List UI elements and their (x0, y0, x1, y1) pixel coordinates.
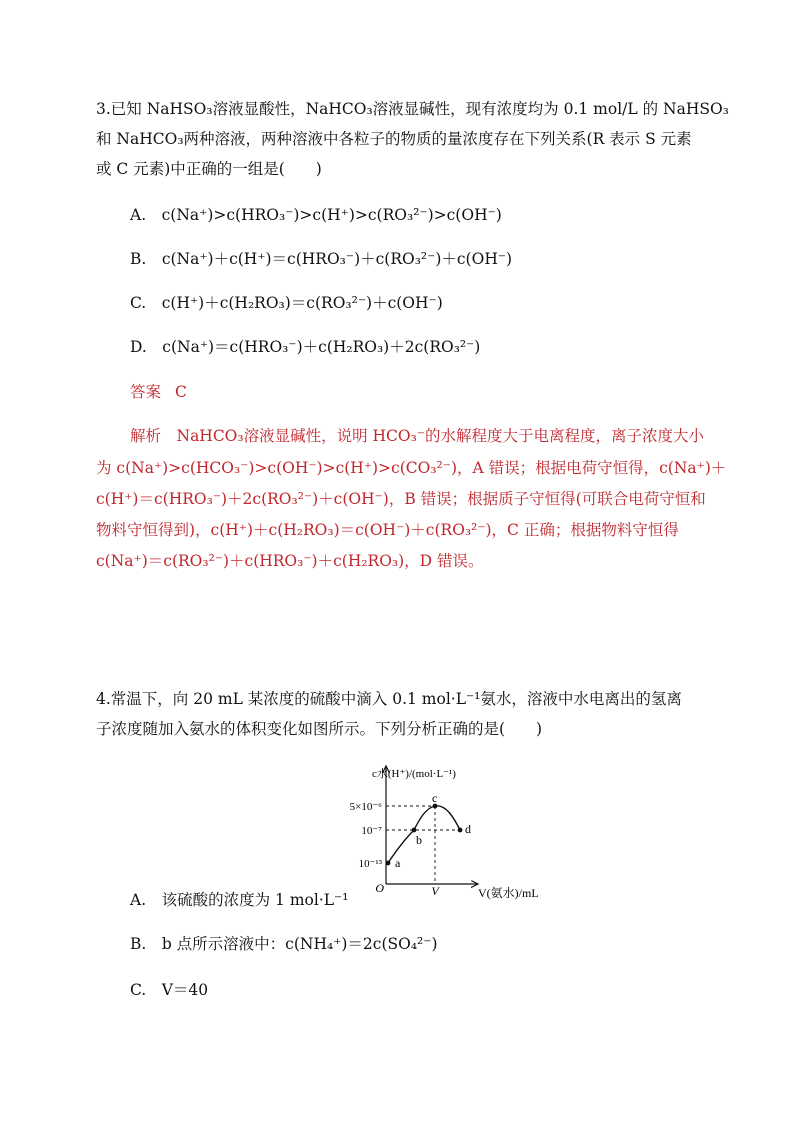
origin-label: O (375, 881, 384, 895)
point-a (386, 861, 391, 866)
q4-option-a: A. 该硫酸的浓度为 1 mol·L⁻¹ (130, 891, 349, 909)
q4-stem-line-2: 子浓度随加入氨水的体积变化如图所示。下列分析正确的是( ) (96, 720, 543, 738)
q3-analysis-line-3: c(H⁺)＝c(HRO₃⁻)＋2c(RO₃²⁻)＋c(OH⁻)，B 错误；根据质子守恒得(可联合电荷守恒和 (96, 490, 706, 508)
q4-option-c: C. V＝40 (130, 981, 209, 999)
q3-analysis-line-5: c(Na⁺)＝c(RO₃²⁻)＋c(HRO₃⁻)＋c(H₂RO₃)，D 错误。 (96, 552, 484, 570)
q3-analysis-line-1: 解析 NaHCO₃溶液显碱性，说明 HCO₃⁻的水解程度大于电离程度，离子浓度大小 (130, 427, 705, 445)
y-axis-label: c水(H⁺)/(mol·L⁻¹) (372, 768, 456, 780)
answer-value: C (175, 383, 187, 401)
y-tick-5e-6: 5×10⁻⁶ (349, 801, 382, 813)
q3-stem-line-3: 或 C 元素)中正确的一组是( ) (96, 160, 322, 178)
q3-analysis-line-2: 为 c(Na⁺)>c(HCO₃⁻)>c(OH⁻)>c(H⁺)>c(CO₃²⁻)，A 错误；根据电荷守恒得，c(Na⁺)＋ (96, 459, 727, 477)
x-axis-label: V(氨水)/mL (478, 886, 539, 900)
x-tick-v: V (431, 884, 439, 898)
label-c: c (432, 791, 438, 805)
label-d: d (465, 822, 471, 836)
q3-option-a: A. c(Na⁺)>c(HRO₃⁻)>c(H⁺)>c(RO₃²⁻)>c(OH⁻) (130, 206, 502, 224)
y-tick-1e-7: 10⁻⁷ (361, 825, 382, 837)
curve (388, 806, 460, 863)
q3-stem-line-2: 和 NaHCO₃两种溶液，两种溶液中各粒子的物质的量浓度存在下列关系(R 表示 S 元素 (96, 130, 692, 148)
q3-stem-line-1: 3.已知 NaHSO₃溶液显酸性，NaHCO₃溶液显碱性，现有浓度均为 0.1 mol/L 的 NaHSO₃ (96, 100, 729, 118)
q3-option-d: D. c(Na⁺)＝c(HRO₃⁻)＋c(H₂RO₃)＋2c(RO₃²⁻) (130, 338, 481, 356)
q3-option-b: B. c(Na⁺)＋c(H⁺)＝c(HRO₃⁻)＋c(RO₃²⁻)＋c(OH⁻) (130, 250, 513, 268)
q4-stem-line-1: 4.常温下，向 20 mL 某浓度的硫酸中滴入 0.1 mol·L⁻¹氨水，溶液中水电离出的氢离 (96, 690, 682, 708)
label-b: b (416, 833, 422, 847)
q3-analysis-line-4: 物料守恒得到)，c(H⁺)＋c(H₂RO₃)＝c(OH⁻)＋c(RO₃²⁻)，C 正确；根据物料守恒得 (96, 521, 679, 539)
q4-figure (340, 760, 570, 900)
y-tick-1e-13: 10⁻¹³ (358, 858, 382, 870)
point-d (458, 828, 463, 833)
q4-option-b: B. b 点所示溶液中：c(NH₄⁺)＝2c(SO₄²⁻) (130, 935, 438, 953)
q3-option-c: C. c(H⁺)＋c(H₂RO₃)＝c(RO₃²⁻)＋c(OH⁻) (130, 294, 443, 312)
label-a: a (395, 856, 401, 870)
q3-answer (130, 382, 187, 402)
point-b (412, 828, 417, 833)
answer-label: 答案 (130, 383, 162, 401)
